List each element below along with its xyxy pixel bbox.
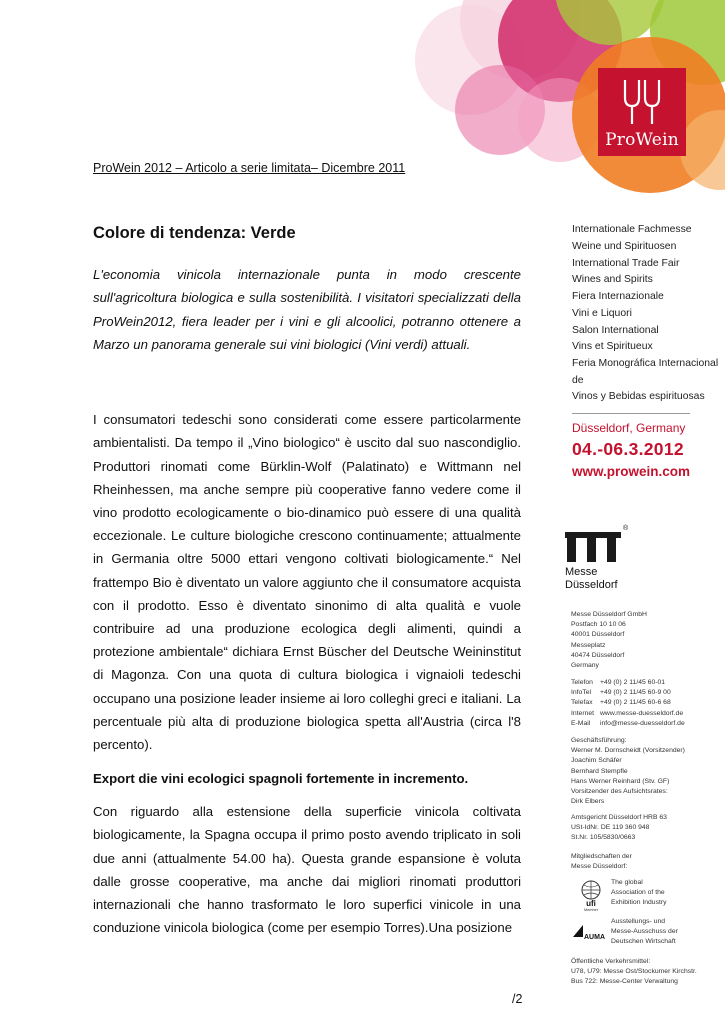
- messe-duesseldorf-logo: [565, 525, 655, 591]
- article-paragraph-2: Con riguardo alla estensione della superficie vinicola coltivata biologicamente, la Spagna occupa il primo posto avendo triplicato in soli due anni (attualmente 54.00 ha). Questa grande espansione è voluta dalle grosse cooperative, ma anche dai migliori rinomati produttori internazionali che hanno trasformato le loro superfici vinicole in una conduzione vinicola biologica (come per esempio Torres).Una posizione: [93, 804, 521, 936]
- article: [93, 224, 521, 939]
- article-paragraph-1: I consumatori tedeschi sono considerati come essere particolarmente ambientalisti. Da tempo il „Vino biologico“ è uscito dal suo nascondiglio. Produttori rinomati come Bürklin-Wolf (Palatinato) e Wittmann nel Rheinhessen, ma anche sempre più cooperative fanno vedere come il vino prodotto ecologicamente o bio-dinamico può essere di una qualità eccezionale. Le culture biologiche crescono continuamente; attualmente in Germania oltre 5000 ettari vengono coltivati biologicamente.“ Nel frattempo Bio è diventato un valore aggiunto che il consumatore acquista con il prodotto. Esso è diventato sinonimo di alta qualità e vuole contribuire ad una produzione ecologica degli alimenti, quindi a protezione ambientale“ dichiara Ernst Büscher del Deutsche Weininstitut di Magonza. Con una quota di cultura biologica i vignaioli tedeschi occupano una posizione leader insieme ai loro colleghi greci e italiani. La percentuale più alta di produzione biologica spetta all'Austria (circa l'8 percento).: [93, 412, 521, 753]
- fair-names: [572, 222, 722, 406]
- fair-sidebar: [572, 222, 722, 482]
- contact-phone: Telefon +49 (0) 2 11/45 60-01: [571, 679, 666, 686]
- fair-name-en: International Trade Fair Wines and Spirits: [572, 257, 680, 285]
- fair-dates: 04.-06.3.2012: [572, 438, 684, 459]
- contact-infotel: InfoTel +49 (0) 2 11/45 60-9 00: [571, 689, 671, 697]
- contact-email[interactable]: E-Mail info@messe-duesseldorf.de: [571, 719, 685, 727]
- messe-membership: Mitgliedschaften der Messe Düsseldorf:: [571, 853, 632, 871]
- sidebar-divider: [572, 413, 690, 414]
- messe-registry: Amtsgericht Düsseldorf HRB 63 USt-IdNr. DE 119 360 948 St.Nr. 105/5830/0663: [571, 814, 667, 842]
- ufi-logo-icon: [571, 878, 611, 912]
- document-header: ProWein 2012 – Articolo a serie limitata– Dicembre 2011: [93, 161, 406, 175]
- svg-text:Member: Member: [584, 908, 598, 912]
- ufi-description: The global Association of the Exhibition Industry: [611, 879, 667, 907]
- ufi-membership: [571, 878, 667, 912]
- contact-internet[interactable]: Internet www.messe-duesseldorf.de: [571, 709, 684, 717]
- messe-address: Messe Düsseldorf GmbH Postfach 10 10 06 40001 Düsseldorf Messeplatz 40474 Düsseldorf Germany: [571, 611, 647, 670]
- logo-wordmark: ProWein: [605, 130, 679, 150]
- auma-description: Ausstellungs- und Messe-Ausschuss der Deutschen Wirtschaft: [611, 918, 678, 946]
- page-number: /2: [512, 992, 523, 1006]
- messe-name: Messe Düsseldorf: [565, 566, 618, 591]
- messe-mark-icon: ®: [565, 528, 655, 564]
- fair-name-fr: Salon International Vins et Spiritueux: [572, 324, 659, 352]
- fair-name-it: Fiera Internazionale Vini e Liquori: [572, 291, 664, 319]
- article-title: Colore di tendenza: Verde: [93, 224, 296, 242]
- contact-fax: Telefax +49 (0) 2 11/45 60-6 68: [571, 699, 671, 707]
- messe-contacts: [571, 678, 721, 729]
- fair-name-es: Feria Monográfica Internacional de Vinos y Bebidas espirituosas: [572, 358, 719, 402]
- prowein-logo: [598, 68, 686, 156]
- messe-management: Geschäftsführung: Werner M. Dornscheidt (Vorsitzender) Joachim Schäfer Bernhard Stempfle Hans Werner Reinhard (Stv. GF) Vorsitzender des Aufsichtsrates: Dirk Elbers: [571, 737, 685, 806]
- auma-membership: [571, 917, 678, 948]
- wine-glasses-icon: [622, 78, 662, 126]
- article-subheading: Export die vini ecologici spagnoli fortemente in incremento.: [93, 771, 469, 787]
- auma-logo-icon: [571, 917, 611, 947]
- fair-city: Düsseldorf, Germany: [572, 420, 686, 435]
- fair-website-link[interactable]: www.prowein.com: [572, 463, 691, 479]
- fair-name-de: Internationale Fachmesse Weine und Spirituosen: [572, 224, 692, 252]
- public-transport: Öffentliche Verkehrsmittel: U78, U79: Messe Ost/Stockumer Kirchstr. Bus 722: Messe-Center Verwaltung: [571, 958, 697, 986]
- svg-text:AUMA: AUMA: [584, 934, 605, 941]
- svg-text:ufi: ufi: [586, 899, 596, 908]
- article-lead: L'economia vinicola internazionale punta in modo crescente sull'agricoltura biologica e sulla sostenibilità. I visitatori specializzati della ProWein2012, fiera leader per i vini e gli alcoolici, potranno ottenere a Marzo un panorama generale sui vini biologici (Vini verdi) attuali.: [93, 267, 521, 352]
